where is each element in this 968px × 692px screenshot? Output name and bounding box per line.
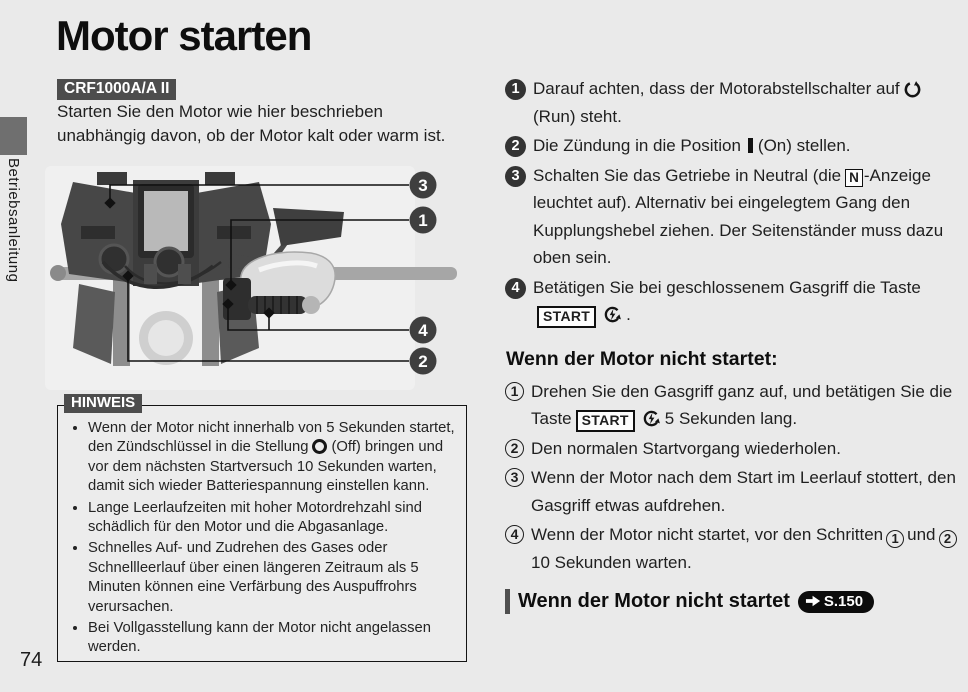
step-1-text: Darauf achten, dass der Motorabstellschalter auf(Run) steht.: [533, 75, 961, 130]
note-bullet-4-text: Bei Vollgasstellung kann der Motor nicht angelassen werden.: [88, 620, 432, 656]
step-2-number: 2: [505, 136, 526, 157]
step-3-text: Schalten Sie das Getriebe in Neutral (die N -Anzeige leuchtet auf). Alternativ bei eingelegtem Gang den Kupplungshebel ziehen. Der Seitenständer muss dazu oben sein.: [533, 165, 944, 267]
step-1: [505, 75, 961, 130]
note-label: HINWEIS: [64, 394, 142, 413]
run-symbol-icon: [903, 79, 922, 98]
no-start-heading: Wenn der Motor nicht startet:: [506, 347, 778, 370]
no-start-step-1-text: Drehen Sie den Gasgriff ganz auf, und betätigen Sie die Taste START 5 Sekunden lang.: [531, 378, 961, 433]
step-ref-1-icon: 1: [886, 530, 904, 548]
step-3: [505, 162, 961, 272]
no-start-step-1: [505, 378, 961, 433]
starter-symbol-icon: [603, 304, 623, 324]
figure-callout-2: 2: [418, 352, 428, 371]
no-start-step-2-text: Den normalen Startvorgang wiederholen.: [531, 438, 841, 458]
starter-symbol-icon: [642, 408, 662, 428]
no-start-step-3: [505, 464, 961, 519]
cross-reference: [505, 589, 961, 614]
start-procedure: [505, 75, 961, 614]
step-ref-2-icon: 2: [939, 530, 957, 548]
no-start-step-4-number: 4: [505, 525, 524, 544]
neutral-indicator-icon: N: [845, 169, 863, 187]
page-title: Motor starten: [56, 12, 312, 59]
start-button-label: START: [576, 410, 635, 432]
no-start-step-2-number: 2: [505, 439, 524, 458]
step-2-text: Die Zündung in die Position (On) stellen.: [533, 136, 851, 155]
no-start-step-4: [505, 521, 961, 576]
reference-bar: [505, 589, 510, 614]
start-button-label: START: [537, 306, 596, 328]
note-bullet-3: [88, 539, 462, 617]
step-4-text: Betätigen Sie bei geschlossenem Gasgriff die TasteSTART .: [533, 274, 961, 329]
note-bullet-1: [88, 419, 462, 497]
step-4: [505, 274, 961, 329]
cockpit-figure: [45, 166, 480, 390]
chapter-tab: [0, 117, 27, 155]
reference-label: Wenn der Motor nicht startet: [518, 590, 790, 612]
ignition-off-icon: [312, 439, 327, 454]
page-reference-link[interactable]: S.150: [798, 591, 874, 613]
step-1-number: 1: [505, 79, 526, 100]
note-bullet-2-text: Lange Leerlaufzeiten mit hoher Motordrehzahl sind schädlich für den Motor und die Abgasanlage.: [88, 499, 422, 536]
note-bullet-4: [88, 619, 462, 658]
no-start-step-1-number: 1: [505, 382, 524, 401]
note-bullet-3-text: Schnelles Auf- und Zudrehen des Gases oder Schnellleerlauf über einen längeren Zeitraum als 5 Minuten können eine Verfärbung des Auspuffrohrs verursachen.: [88, 540, 419, 615]
figure-callout-3: 3: [418, 176, 428, 195]
figure-callout-1: 1: [418, 211, 428, 230]
no-start-step-2: [505, 435, 961, 463]
note-bullet-2: [88, 499, 462, 538]
step-4-number: 4: [505, 278, 526, 299]
step-3-number: 3: [505, 166, 526, 187]
model-badge: CRF1000A/A II: [57, 79, 176, 100]
figure-callout-4: 4: [418, 321, 428, 340]
note-bullet-1-text-b: (Off) bringen und vor dem nächsten Startversuch 10 Sekunden warten, damit sich wieder Batteriespannung einstellen kann.: [88, 439, 444, 495]
intro-text: Starten Sie den Motor wie hier beschrieben unabhängig davon, ob der Motor kalt oder warm ist.: [57, 102, 446, 145]
no-start-step-4-text: Wenn der Motor nicht startet, vor den Schritten 1 und 210 Sekunden warten.: [531, 521, 961, 576]
note-bullet-1-text-a: Wenn der Motor nicht innerhalb von 5 Sekunden startet, den Zündschlüssel in die Stellung: [88, 420, 455, 456]
no-start-step-3-number: 3: [505, 468, 524, 487]
note-box: [57, 394, 467, 662]
no-start-step-3-text: Wenn der Motor nach dem Start im Leerlauf stottert, den Gasgriff etwas aufdrehen.: [531, 468, 956, 515]
cockpit-illustration: [45, 166, 480, 390]
chapter-label: Betriebsanleitung: [5, 158, 22, 283]
arrow-right-icon: [805, 594, 822, 608]
note-list: [58, 419, 462, 658]
ignition-on-icon: [748, 138, 753, 153]
step-2: [505, 132, 961, 160]
page-number: 74: [20, 649, 43, 671]
